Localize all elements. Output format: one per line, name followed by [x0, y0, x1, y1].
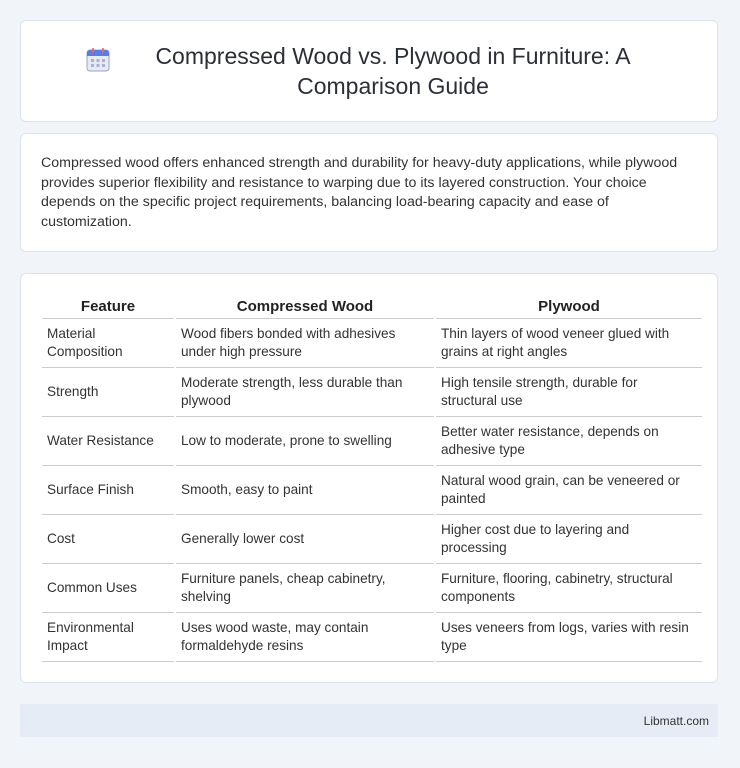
title-row [69, 41, 669, 101]
compressed-wood-cell: Wood fibers bonded with adhesives under high pressure [176, 319, 434, 368]
table-row [42, 368, 702, 417]
plywood-cell: High tensile strength, durable for structural use [436, 368, 702, 417]
compressed-wood-cell: Furniture panels, cheap cabinetry, shelving [176, 564, 434, 613]
table-row [42, 564, 702, 613]
page-title: Compressed Wood vs. Plywood in Furniture: A Comparison Guide [155, 43, 631, 99]
table-row [42, 319, 702, 368]
summary-text: Compressed wood offers enhanced strength and durability for heavy-duty applications, while plywood provides superior flexibility and resistance to warping due to its layered construction. Your choice depends on the specific project requirements, balancing load-bearing capacity and ease of customization. [41, 155, 678, 230]
table-row [42, 466, 702, 515]
title-card [20, 20, 718, 122]
plywood-cell: Uses veneers from logs, varies with resin type [436, 613, 702, 662]
table-row [42, 613, 702, 662]
footer-brand: Libmatt.com [643, 713, 709, 728]
feature-cell: Material Composition [42, 319, 174, 368]
header-compressed-wood: Compressed Wood [176, 294, 434, 319]
feature-cell: Strength [42, 368, 174, 417]
header-plywood: Plywood [436, 294, 702, 319]
compressed-wood-cell: Low to moderate, prone to swelling [176, 417, 434, 466]
table-header-row [42, 294, 702, 319]
comparison-card [20, 273, 718, 683]
feature-cell: Cost [42, 515, 174, 564]
table-row [42, 515, 702, 564]
plywood-cell: Natural wood grain, can be veneered or painted [436, 466, 702, 515]
compressed-wood-cell: Generally lower cost [176, 515, 434, 564]
feature-cell: Water Resistance [42, 417, 174, 466]
compressed-wood-cell: Moderate strength, less durable than plywood [176, 368, 434, 417]
compressed-wood-cell: Uses wood waste, may contain formaldehyde resins [176, 613, 434, 662]
plywood-cell: Higher cost due to layering and processing [436, 515, 702, 564]
header-feature: Feature [42, 294, 174, 319]
table-row [42, 417, 702, 466]
plywood-cell: Thin layers of wood veneer glued with grains at right angles [436, 319, 702, 368]
plywood-cell: Better water resistance, depends on adhesive type [436, 417, 702, 466]
summary-card [20, 133, 718, 252]
feature-cell: Common Uses [42, 564, 174, 613]
comparison-table [40, 294, 704, 662]
compressed-wood-cell: Smooth, easy to paint [176, 466, 434, 515]
calendar-icon [85, 47, 111, 73]
plywood-cell: Furniture, flooring, cabinetry, structural components [436, 564, 702, 613]
feature-cell: Environmental Impact [42, 613, 174, 662]
footer [20, 704, 718, 737]
feature-cell: Surface Finish [42, 466, 174, 515]
